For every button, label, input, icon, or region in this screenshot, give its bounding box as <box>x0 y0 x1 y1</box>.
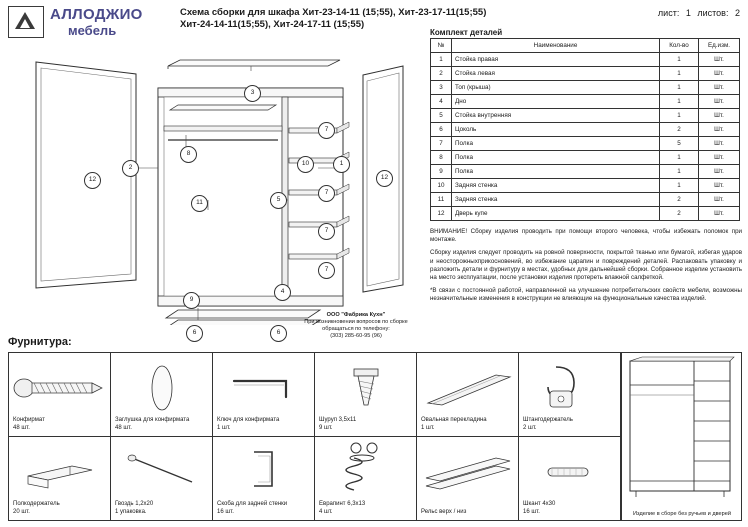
warning-line3: *В связи с постоянной работой, направленной на улучшение потребительских свойств мебели, возможны незначительные изменения в конструкции не влияющие на функциональные качества изделий. <box>430 287 742 303</box>
cell-number: 11 <box>431 193 452 207</box>
cell-number: 2 <box>431 67 452 81</box>
cell-qty: 1 <box>660 81 699 95</box>
cell-qty: 2 <box>660 123 699 137</box>
fitting-qty: 48 шт. <box>13 424 30 431</box>
dowel-icon <box>520 450 620 500</box>
table-row <box>431 137 740 151</box>
callout-5: 5 <box>270 192 287 209</box>
callout-6a: 6 <box>186 325 203 342</box>
cell-unit: Шт. <box>699 95 740 109</box>
fitting-cell-confirmat <box>9 353 111 436</box>
cell-qty: 1 <box>660 53 699 67</box>
assembled-view-caption: Изделие в сборе без ручьев и дверей <box>633 511 731 517</box>
brand-subtitle: мебель <box>68 23 117 38</box>
fitting-name: Штангодержатель <box>523 417 573 423</box>
cell-unit: Шт. <box>699 193 740 207</box>
fitting-cell-nail <box>111 436 213 520</box>
bracket-icon <box>214 444 314 496</box>
cell-name: Дверь купе <box>452 207 660 221</box>
page-title <box>180 7 610 31</box>
fitting-name: Рельс верх / низ <box>421 508 467 515</box>
cell-number: 12 <box>431 207 452 221</box>
fitting-cell-shelf-support <box>9 436 111 520</box>
callout-8: 8 <box>180 146 197 163</box>
firm-note2: обращаться по телефону: <box>322 326 390 332</box>
fitting-caption <box>523 501 555 516</box>
fitting-qty: 20 шт. <box>13 508 30 515</box>
sheet-value: 1 <box>685 8 691 18</box>
cell-name: Стойка правая <box>452 53 660 67</box>
callout-6b: 6 <box>270 325 287 342</box>
callout-10: 10 <box>297 156 314 173</box>
fitting-name: Шуруп 3,5х11 <box>319 417 357 423</box>
confirmat-screw-icon <box>10 363 110 413</box>
cell-qty: 5 <box>660 137 699 151</box>
table-row <box>431 193 740 207</box>
cell-name: Полка <box>452 151 660 165</box>
col-qty: Кол-во <box>660 39 699 53</box>
cell-name: Полка <box>452 165 660 179</box>
cell-qty: 1 <box>660 95 699 109</box>
table-row <box>431 67 740 81</box>
cell-name: Дно <box>452 95 660 109</box>
fitting-name: Конфирмат <box>13 417 45 423</box>
fitting-caption <box>319 417 356 432</box>
rail-icon <box>418 448 518 498</box>
fitting-qty: 48 шт. <box>115 424 132 431</box>
table-header-row <box>431 39 740 53</box>
fitting-qty: 9 шт. <box>319 424 333 431</box>
cell-qty: 1 <box>660 165 699 179</box>
fitting-qty: 1 упаковка. <box>115 508 147 515</box>
col-number: № <box>431 39 452 53</box>
cell-unit: Шт. <box>699 123 740 137</box>
cell-name: Стойка внутренняя <box>452 109 660 123</box>
fittings-title: Фурнитура: <box>8 336 72 348</box>
fitting-caption <box>217 501 287 516</box>
callout-9: 9 <box>183 292 200 309</box>
cell-unit: Шт. <box>699 179 740 193</box>
page-title-line1: Схема сборки для шкафа Хит-23-14-11 (15;55), Хит-23-17-11(15;55) <box>180 7 487 18</box>
drawing-vectors <box>8 40 423 325</box>
cell-name: Цоколь <box>452 123 660 137</box>
triangle-logo-icon <box>8 6 44 38</box>
cell-name: Топ (крыша) <box>452 81 660 95</box>
fitting-cell-rod-holder <box>519 353 621 436</box>
fitting-qty: 4 шт. <box>319 508 333 515</box>
fittings-grid <box>8 352 742 521</box>
fitting-cell-rod <box>417 353 519 436</box>
assembled-view-cell <box>621 353 741 520</box>
callout-7d: 7 <box>318 262 335 279</box>
firm-name: ООО "Фабрика Кухн" <box>326 312 386 318</box>
table-row <box>431 207 740 221</box>
table-row <box>431 179 740 193</box>
parts-table <box>430 38 740 221</box>
cell-number: 7 <box>431 137 452 151</box>
sheets-value: 2 <box>734 8 740 18</box>
fitting-caption <box>13 501 60 516</box>
firm-phone: (303) 285-60-95 (96) <box>330 333 382 339</box>
cell-qty: 1 <box>660 109 699 123</box>
cell-number: 5 <box>431 109 452 123</box>
table-row <box>431 95 740 109</box>
euro-spring-icon <box>316 440 416 498</box>
cell-unit: Шт. <box>699 151 740 165</box>
firm-note1: При возникновении вопросов по сборке <box>304 319 408 325</box>
table-row <box>431 53 740 67</box>
cell-unit: Шт. <box>699 67 740 81</box>
table-row <box>431 151 740 165</box>
table-row <box>431 81 740 95</box>
cell-number: 10 <box>431 179 452 193</box>
fitting-qty: 16 шт. <box>217 508 234 515</box>
cell-unit: Шт. <box>699 207 740 221</box>
fitting-name: Скоба для задней стенки <box>217 501 288 507</box>
cell-name: Полка <box>452 137 660 151</box>
cell-number: 8 <box>431 151 452 165</box>
fitting-qty: 1 шт. <box>421 424 435 431</box>
brand-name: АЛЛОДЖИО <box>50 6 143 23</box>
callout-2: 2 <box>122 160 139 177</box>
sheet-label: лист: <box>657 8 680 18</box>
cell-unit: Шт. <box>699 165 740 179</box>
hex-key-icon <box>214 367 314 417</box>
cell-qty: 1 <box>660 151 699 165</box>
callout-12-left: 12 <box>84 172 101 189</box>
cell-unit: Шт. <box>699 53 740 67</box>
fitting-name: Гвоздь 1,2х20 <box>115 501 154 507</box>
brand-logo <box>8 6 168 42</box>
shelf-support-icon <box>10 448 110 498</box>
fitting-name: Полкодержатель <box>13 501 60 507</box>
col-unit: Ед.изм. <box>699 39 740 53</box>
fitting-qty: 1 шт. <box>217 424 231 431</box>
warning-line1: ВНИМАНИЕ! Сборку изделия проводить при помощи второго человека, чтобы избежать поломок при монтаже. <box>430 228 742 244</box>
fitting-name: Овальная перекладина <box>421 417 487 423</box>
cell-name: Задняя стенка <box>452 179 660 193</box>
sheet-info <box>654 8 740 18</box>
cell-unit: Шт. <box>699 109 740 123</box>
sheets-label: листов: <box>697 8 729 18</box>
callout-12-right: 12 <box>376 170 393 187</box>
fitting-caption <box>421 509 466 517</box>
fitting-caption <box>115 501 153 516</box>
col-name: Наименование <box>452 39 660 53</box>
fitting-qty: 2 шт. <box>523 424 537 431</box>
cell-qty: 1 <box>660 179 699 193</box>
fitting-qty: 16 шт. <box>523 508 540 515</box>
fitting-cell-dowel <box>519 436 621 520</box>
callout-7c: 7 <box>318 223 335 240</box>
fitting-caption <box>217 417 279 432</box>
cell-number: 6 <box>431 123 452 137</box>
table-row <box>431 109 740 123</box>
warning-block <box>430 228 742 309</box>
page-title-line2: Хит-24-14-11(15;55), Хит-24-17-11 (15;55) <box>180 19 365 30</box>
warning-line2: Сборку изделия следует проводить на ровной поверхности, покрытой тканью или бумагой, избегая ударов и неосторожныхприкосновений, во избежание царапин и повреждений деталей. Распаковать упаковку и разложить детали и фурнитуру в местах, удобных для дальнейшей сборки. Собранное изделие установить на место эксплуатации, после установки изделия протереть влажной салфеткой. <box>430 249 742 282</box>
nail-icon <box>112 446 212 496</box>
fitting-cell-euro <box>315 436 417 520</box>
cell-number: 4 <box>431 95 452 109</box>
fitting-cell-screw <box>315 353 417 436</box>
callout-7a: 7 <box>318 122 335 139</box>
cell-number: 3 <box>431 81 452 95</box>
manufacturer-note <box>296 312 416 340</box>
callout-3: 3 <box>244 85 261 102</box>
fitting-caption <box>319 501 365 516</box>
fitting-cell-cap <box>111 353 213 436</box>
fitting-caption <box>115 417 189 432</box>
cell-name: Задняя стенка <box>452 193 660 207</box>
parts-caption: Комплект деталей <box>430 28 503 37</box>
screw-icon <box>316 361 416 416</box>
callout-11: 11 <box>191 195 208 212</box>
callout-7b: 7 <box>318 185 335 202</box>
fitting-cell-key <box>213 353 315 436</box>
fitting-caption <box>523 417 573 432</box>
assembled-wardrobe-icon <box>622 355 740 503</box>
rod-holder-icon <box>520 361 620 416</box>
cell-name: Стойка левая <box>452 67 660 81</box>
cell-unit: Шт. <box>699 137 740 151</box>
cap-plug-icon <box>112 361 212 416</box>
cell-qty: 2 <box>660 207 699 221</box>
fitting-name: Еврапинт 6,3х13 <box>319 501 366 507</box>
fitting-name: Заглушка для конфирмата <box>115 417 190 423</box>
cell-qty: 2 <box>660 193 699 207</box>
table-row <box>431 123 740 137</box>
cell-number: 1 <box>431 53 452 67</box>
fitting-caption <box>421 417 487 432</box>
fitting-cell-rail <box>417 436 519 520</box>
cell-qty: 1 <box>660 67 699 81</box>
cell-number: 9 <box>431 165 452 179</box>
table-row <box>431 165 740 179</box>
callout-1: 1 <box>333 156 350 173</box>
fitting-name: Шкант 4х30 <box>523 501 556 507</box>
fitting-cell-bracket <box>213 436 315 520</box>
oval-rod-icon <box>418 365 518 420</box>
fitting-name: Ключ для конфирмата <box>217 417 280 423</box>
fitting-caption <box>13 417 45 432</box>
callout-4: 4 <box>274 284 291 301</box>
cell-unit: Шт. <box>699 81 740 95</box>
